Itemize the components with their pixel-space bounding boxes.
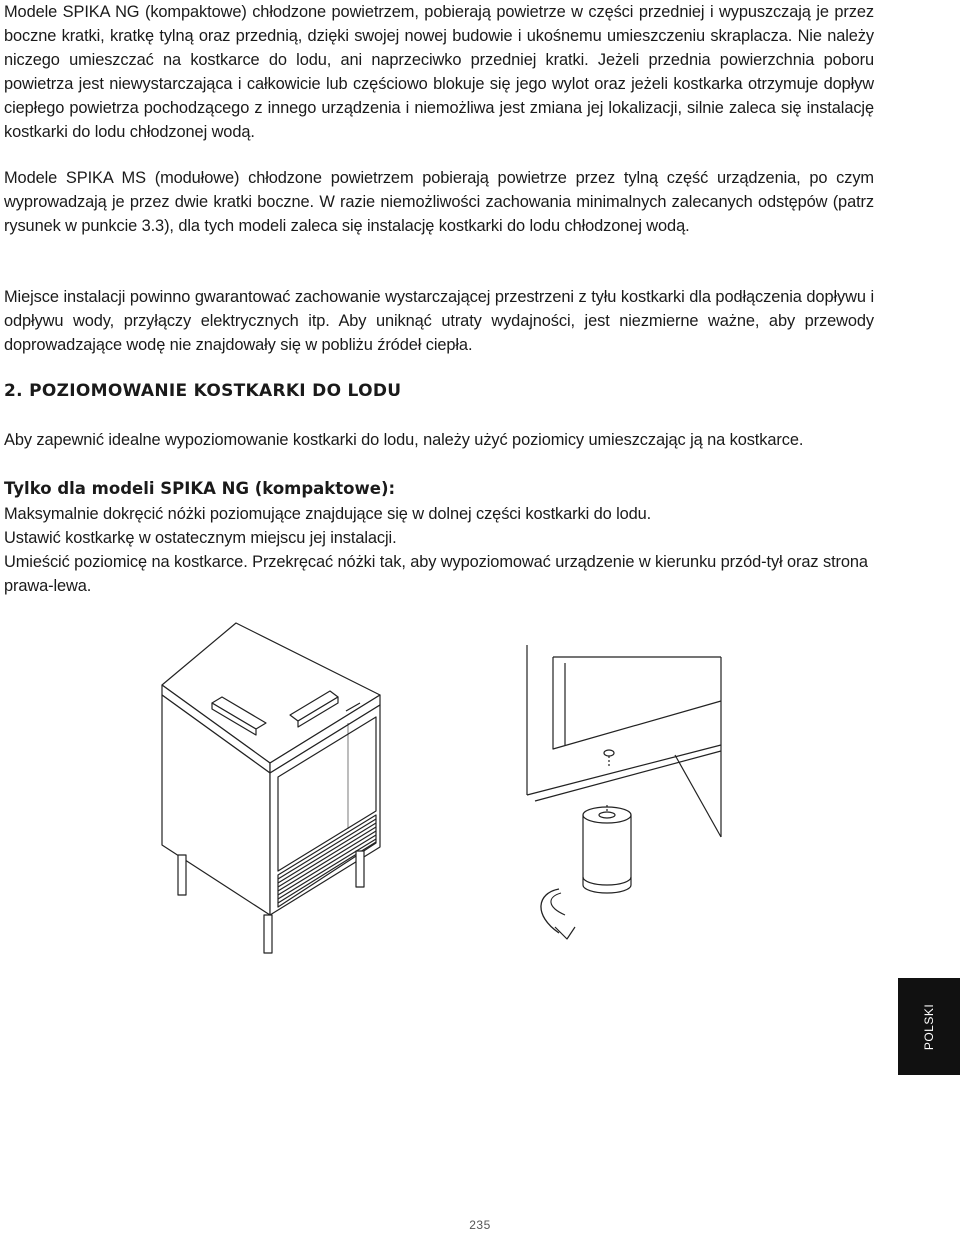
section-intro-block bbox=[4, 428, 874, 452]
section-intro: Aby zapewnić idealne wypoziomowanie kostkarki do lodu, należy użyć poziomicy umieszczając ją na kostkarce. bbox=[4, 431, 804, 449]
intro-paragraph-2: Modele SPIKA MS (modułowe) chłodzone powietrzem pobierają powietrze przez tylną część urządzenia, po czym wyprowadzają je przez dwie kratki boczne. W razie niemożliwości zachowania minimalnych zalecanych odstępów (patrz rysunek w punkcie 3.3), dla tych modeli zaleca się instalację kostkarki do lodu chłodzonej wodą. bbox=[4, 169, 874, 235]
intro-paragraph-3: Miejsce instalacji powinno gwarantować zachowanie wystarczającej przestrzeni z tyłu kostkarki dla podłączenia dopływu i odpływu wody, przyłączy elektrycznych itp. Aby uniknąć utraty wydajności, jest niezmierne ważne, aby przewody doprowadzające wodę nie znajdowały się w pobliżu źródeł ciepła. bbox=[4, 288, 874, 354]
section-heading: 2. POZIOMOWANIE KOSTKARKI DO LODU bbox=[4, 381, 402, 401]
section-heading-block bbox=[4, 381, 874, 401]
subheading-block bbox=[4, 479, 874, 498]
intro-paragraph-1-block bbox=[4, 0, 874, 144]
intro-paragraph-3-block bbox=[4, 285, 874, 357]
ice-maker-illustration bbox=[150, 615, 390, 960]
intro-paragraph-1: Modele SPIKA NG (kompaktowe) chłodzone powietrzem, pobierają powietrze w części przedniej i wypuszczają je przez boczne kratki, kratkę tylną oraz przednią, dzięki swojej nowej budowie i ukośnemu umieszczeniu skraplacza. Nie należy niczego umieszczać na kostkarce do lodu, ani naprzeciwko przedniej kratki. Jeżeli przednia powierzchnia poboru powietrza jest niewystarczająca i całkowicie lub częściowo blokuje się jego wylot oraz jeżeli kostkarka otrzymuje dopływ ciepłego powietrza pochodzącego z innego urządzenia i niemożliwa jest zmiana jej lokalizacji, silnie zaleca się instalację kostkarki do lodu chłodzonej wodą. bbox=[4, 3, 874, 141]
steps-list bbox=[4, 502, 874, 598]
subheading: Tylko dla modeli SPIKA NG (kompaktowe): bbox=[4, 479, 396, 498]
leveling-foot-illustration bbox=[525, 645, 730, 955]
step-3: Umieścić poziomicę na kostkarce. Przekręcać nóżki tak, aby wypoziomować urządzenie w kierunku przód-tył oraz strona prawa-lewa. bbox=[4, 553, 868, 595]
language-tab bbox=[898, 978, 960, 1075]
language-tab-label: POLSKI bbox=[922, 1003, 936, 1050]
intro-paragraph-2-block bbox=[4, 166, 874, 238]
step-1: Maksymalnie dokręcić nóżki poziomujące znajdujące się w dolnej części kostkarki do lodu. bbox=[4, 505, 652, 523]
page-number: 235 bbox=[469, 1218, 491, 1232]
step-2: Ustawić kostkarkę w ostatecznym miejscu jej instalacji. bbox=[4, 529, 397, 547]
